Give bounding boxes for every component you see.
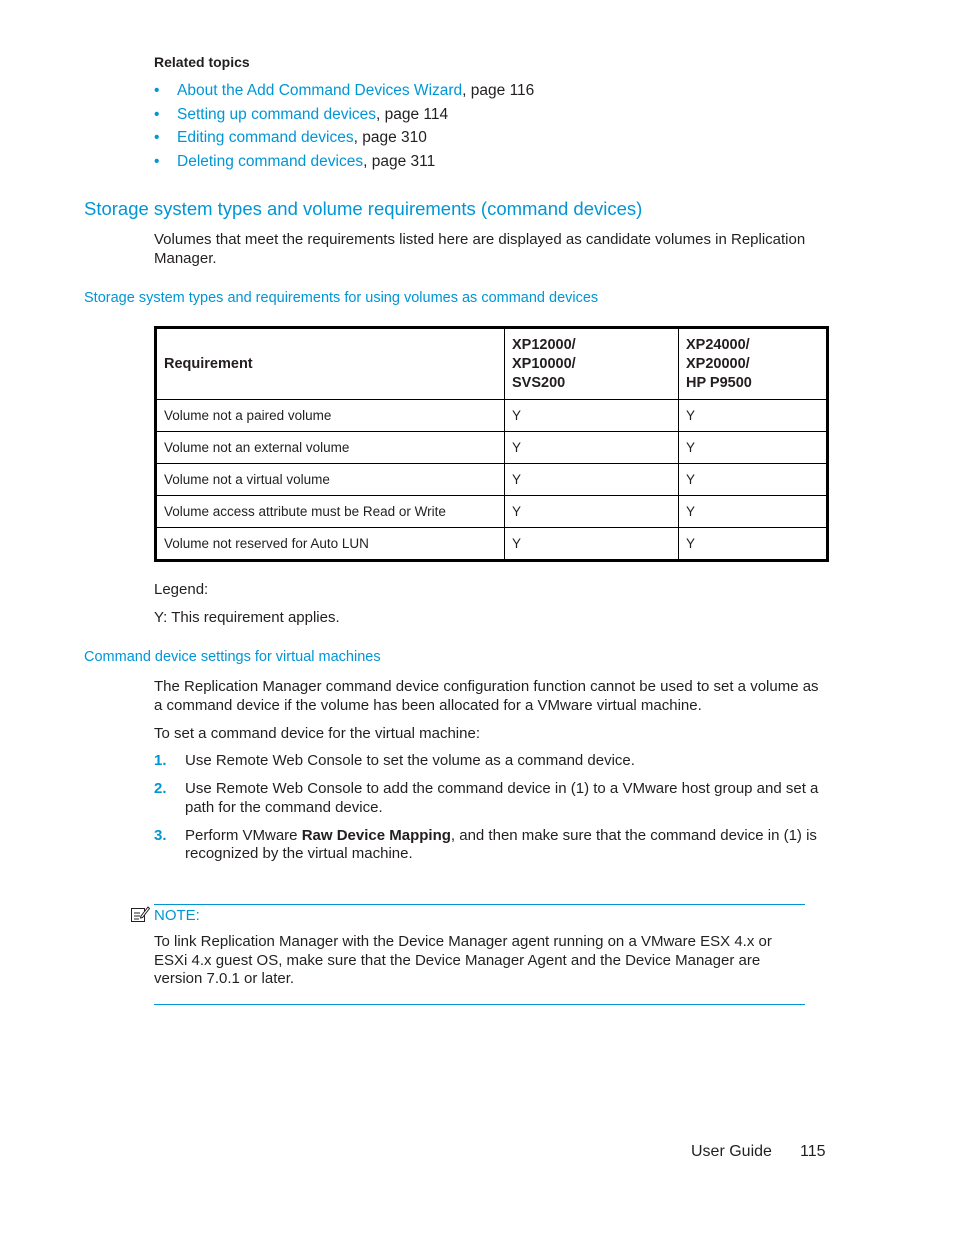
requirements-table (154, 326, 829, 562)
related-topics-list (154, 80, 534, 175)
requirement-cell: Volume not an external volume (156, 432, 505, 464)
step-number: 2. (154, 780, 167, 797)
page-number: 115 (800, 1143, 826, 1160)
note-pencil-icon (130, 905, 150, 923)
requirement-cell: Volume not reserved for Auto LUN (156, 528, 505, 561)
value-cell: Y (679, 528, 828, 561)
steps-list (154, 752, 824, 873)
value-cell: Y (505, 528, 679, 561)
step-text-bold: Raw Device Mapping (301, 826, 451, 844)
bullet-icon: • (154, 129, 160, 147)
table-header-row (156, 328, 828, 400)
note-label: NOTE: (154, 907, 200, 924)
related-link-editing[interactable]: Editing command devices (177, 129, 354, 147)
list-item (154, 780, 824, 817)
bullet-icon: • (154, 105, 160, 123)
requirement-cell: Volume access attribute must be Read or Write (156, 496, 505, 528)
list-item (154, 104, 534, 128)
list-item (154, 151, 534, 175)
bullet-icon: • (154, 82, 160, 99)
step-text-post: , and then make sure that the command device in (1) is recognized by the virtual machine. (185, 826, 817, 862)
table-row (156, 432, 828, 464)
note-top-rule (154, 904, 805, 905)
section-intro: Volumes that meet the requirements listed here are displayed as candidate volumes in Replication Manager. (154, 231, 806, 267)
bullet-icon: • (154, 153, 160, 171)
step-text-pre: Perform VMware (185, 826, 302, 844)
list-item (154, 80, 534, 104)
table-row (156, 464, 828, 496)
column-header-xp12000: XP12000/ XP10000/ SVS200 (505, 328, 679, 400)
table-row (156, 400, 828, 432)
value-cell: Y (505, 432, 679, 464)
section-paragraph: The Replication Manager command device configuration function cannot be used to set a volume as a command device if the volume has been allocated for a VMware virtual machine. (154, 678, 819, 714)
value-cell: Y (679, 464, 828, 496)
list-item (154, 827, 824, 864)
footer-label: User Guide (691, 1143, 772, 1160)
table-row (156, 528, 828, 561)
requirement-cell: Volume not a virtual volume (156, 464, 505, 496)
step-number: 3. (154, 826, 167, 844)
value-cell: Y (679, 496, 828, 528)
value-cell: Y (679, 432, 828, 464)
page-ref: , page 116 (462, 82, 535, 99)
list-item (154, 127, 534, 151)
steps-intro: To set a command device for the virtual machine: (154, 725, 480, 742)
value-cell: Y (505, 400, 679, 432)
requirement-cell: Volume not a paired volume (156, 400, 505, 432)
related-link-add-wizard[interactable]: About the Add Command Devices Wizard (177, 82, 463, 99)
section-heading-storage-types: Storage system types and volume requirements (command devices) (84, 198, 643, 219)
value-cell: Y (679, 400, 828, 432)
note-text: To link Replication Manager with the Device Manager agent running on a VMware ESX 4.x or ESXi 4.x guest OS, make sure that the Device Manager Agent and the Device Manager are version 7.0.1 or later. (154, 933, 772, 987)
legend-label: Legend: (154, 581, 209, 598)
step-text: Use Remote Web Console to set the volume as a command device. (185, 752, 635, 769)
related-topics-title: Related topics (154, 54, 250, 70)
section-heading-virtual-machines: Command device settings for virtual machines (84, 649, 381, 665)
related-link-deleting[interactable]: Deleting command devices (177, 153, 364, 171)
value-cell: Y (505, 496, 679, 528)
legend-text: Y: This requirement applies. (154, 609, 340, 626)
column-header-requirement: Requirement (156, 328, 505, 400)
note-bottom-rule (154, 1004, 805, 1005)
page-ref: , page 310 (353, 129, 427, 147)
page-ref: , page 114 (376, 105, 449, 123)
table-caption: Storage system types and requirements for using volumes as command devices (84, 290, 599, 306)
step-number: 1. (154, 752, 167, 769)
column-header-xp24000: XP24000/ XP20000/ HP P9500 (679, 328, 828, 400)
table-row (156, 496, 828, 528)
step-text: Use Remote Web Console to add the command device in (1) to a VMware host group and set a path for the command device. (185, 780, 819, 816)
value-cell: Y (505, 464, 679, 496)
list-item (154, 752, 824, 771)
related-link-setting-up[interactable]: Setting up command devices (177, 105, 377, 123)
page-ref: , page 311 (363, 153, 436, 171)
